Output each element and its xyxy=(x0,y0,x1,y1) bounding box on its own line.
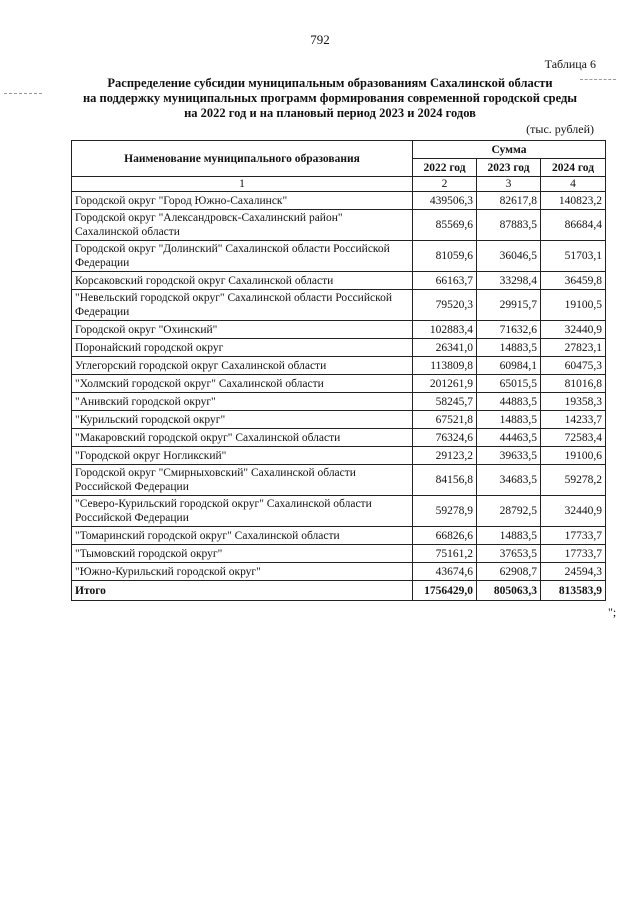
municipality-name: "Невельский городской округ" Сахалинской области Российской Федерации xyxy=(72,290,413,321)
table-row xyxy=(72,429,606,447)
municipality-name: "Томаринский городской округ" Сахалинской области xyxy=(72,527,413,545)
value-2023: 29915,7 xyxy=(477,290,541,321)
table-row xyxy=(72,241,606,272)
title-line: Распределение субсидии муниципальным образованиям Сахалинской области xyxy=(107,76,553,90)
value-2024: 19358,3 xyxy=(541,393,606,411)
value-2023: 34683,5 xyxy=(477,465,541,496)
value-2022: 84156,8 xyxy=(413,465,477,496)
table-row xyxy=(72,321,606,339)
value-2023: 28792,5 xyxy=(477,496,541,527)
value-2024: 81016,8 xyxy=(541,375,606,393)
total-2024: 813583,9 xyxy=(541,581,606,601)
value-2023: 44463,5 xyxy=(477,429,541,447)
value-2024: 14233,7 xyxy=(541,411,606,429)
total-2023: 805063,3 xyxy=(477,581,541,601)
document-title xyxy=(60,76,600,121)
municipality-name: Городской округ "Смирныховский" Сахалинской области Российской Федерации xyxy=(72,465,413,496)
table-row xyxy=(72,210,606,241)
value-2023: 14883,5 xyxy=(477,527,541,545)
page-number: 792 xyxy=(310,32,330,47)
value-2023: 65015,5 xyxy=(477,375,541,393)
municipality-name: "Макаровский городской округ" Сахалинской области xyxy=(72,429,413,447)
table-row xyxy=(72,545,606,563)
municipality-name: Городской округ "Охинский" xyxy=(72,321,413,339)
closing-quote-mark: "; xyxy=(608,605,617,619)
table-row xyxy=(72,447,606,465)
municipality-name: "Анивский городской округ" xyxy=(72,393,413,411)
value-2022: 439506,3 xyxy=(413,192,477,210)
table-body xyxy=(72,192,606,601)
value-2022: 85569,6 xyxy=(413,210,477,241)
table-row xyxy=(72,272,606,290)
value-2022: 43674,6 xyxy=(413,563,477,581)
column-index: 3 xyxy=(477,177,541,192)
municipality-name: "Курильский городской округ" xyxy=(72,411,413,429)
table-row xyxy=(72,339,606,357)
value-2022: 59278,9 xyxy=(413,496,477,527)
municipality-name: "Холмский городской округ" Сахалинской области xyxy=(72,375,413,393)
value-2024: 19100,5 xyxy=(541,290,606,321)
table-row xyxy=(72,411,606,429)
value-2024: 140823,2 xyxy=(541,192,606,210)
column-header-name: Наименование муниципального образования xyxy=(72,141,413,177)
value-2022: 75161,2 xyxy=(413,545,477,563)
column-header-year: 2022 год xyxy=(413,159,477,177)
table-row xyxy=(72,527,606,545)
value-2024: 17733,7 xyxy=(541,545,606,563)
value-2022: 58245,7 xyxy=(413,393,477,411)
column-header-sum: Сумма xyxy=(413,141,606,159)
title-line: на 2022 год и на плановый период 2023 и 2024 годов xyxy=(184,106,476,120)
value-2023: 37653,5 xyxy=(477,545,541,563)
value-2024: 59278,2 xyxy=(541,465,606,496)
total-label: Итого xyxy=(72,581,413,601)
value-2023: 62908,7 xyxy=(477,563,541,581)
column-index: 2 xyxy=(413,177,477,192)
value-2022: 66826,6 xyxy=(413,527,477,545)
value-2023: 44883,5 xyxy=(477,393,541,411)
value-2024: 32440,9 xyxy=(541,321,606,339)
value-2022: 66163,7 xyxy=(413,272,477,290)
municipality-name: Поронайский городской округ xyxy=(72,339,413,357)
table-row xyxy=(72,393,606,411)
value-2024: 27823,1 xyxy=(541,339,606,357)
value-2024: 19100,6 xyxy=(541,447,606,465)
title-line: на поддержку муниципальных программ формирования современной городской среды xyxy=(82,91,578,105)
value-2023: 14883,5 xyxy=(477,339,541,357)
table-row xyxy=(72,563,606,581)
column-index: 1 xyxy=(72,177,413,192)
value-2024: 24594,3 xyxy=(541,563,606,581)
value-2023: 33298,4 xyxy=(477,272,541,290)
value-2023: 36046,5 xyxy=(477,241,541,272)
municipality-name: "Городской округ Ногликский" xyxy=(72,447,413,465)
column-header-year: 2023 год xyxy=(477,159,541,177)
municipality-name: "Южно-Курильский городской округ" xyxy=(72,563,413,581)
municipality-name: "Северо-Курильский городской округ" Сахалинской области Российской Федерации xyxy=(72,496,413,527)
value-2024: 36459,8 xyxy=(541,272,606,290)
table-row xyxy=(72,357,606,375)
value-2022: 113809,8 xyxy=(413,357,477,375)
table-row xyxy=(72,496,606,527)
value-2022: 76324,6 xyxy=(413,429,477,447)
value-2024: 51703,1 xyxy=(541,241,606,272)
value-2024: 86684,4 xyxy=(541,210,606,241)
value-2023: 71632,6 xyxy=(477,321,541,339)
municipality-name: Городской округ "Долинский" Сахалинской области Российской Федерации xyxy=(72,241,413,272)
value-2024: 60475,3 xyxy=(541,357,606,375)
value-2022: 29123,2 xyxy=(413,447,477,465)
value-2023: 87883,5 xyxy=(477,210,541,241)
table-label: Таблица 6 xyxy=(544,57,596,71)
units-label: (тыс. рублей) xyxy=(526,122,594,136)
municipality-name: Городской округ "Александровск-Сахалинский район" Сахалинской области xyxy=(72,210,413,241)
subsidy-table xyxy=(71,140,606,601)
scan-artifact-line xyxy=(4,93,42,94)
column-header-year: 2024 год xyxy=(541,159,606,177)
table-row xyxy=(72,465,606,496)
value-2022: 81059,6 xyxy=(413,241,477,272)
value-2022: 26341,0 xyxy=(413,339,477,357)
table-row xyxy=(72,375,606,393)
municipality-name: "Тымовский городской округ" xyxy=(72,545,413,563)
total-2022: 1756429,0 xyxy=(413,581,477,601)
municipality-name: Городской округ "Город Южно-Сахалинск" xyxy=(72,192,413,210)
value-2023: 39633,5 xyxy=(477,447,541,465)
value-2023: 14883,5 xyxy=(477,411,541,429)
value-2024: 32440,9 xyxy=(541,496,606,527)
value-2022: 79520,3 xyxy=(413,290,477,321)
municipality-name: Углегорский городской округ Сахалинской области xyxy=(72,357,413,375)
total-row xyxy=(72,581,606,601)
value-2023: 60984,1 xyxy=(477,357,541,375)
table-row xyxy=(72,192,606,210)
value-2022: 201261,9 xyxy=(413,375,477,393)
value-2024: 17733,7 xyxy=(541,527,606,545)
table-row xyxy=(72,290,606,321)
value-2022: 102883,4 xyxy=(413,321,477,339)
value-2022: 67521,8 xyxy=(413,411,477,429)
column-index: 4 xyxy=(541,177,606,192)
value-2024: 72583,4 xyxy=(541,429,606,447)
value-2023: 82617,8 xyxy=(477,192,541,210)
municipality-name: Корсаковский городской округ Сахалинской области xyxy=(72,272,413,290)
